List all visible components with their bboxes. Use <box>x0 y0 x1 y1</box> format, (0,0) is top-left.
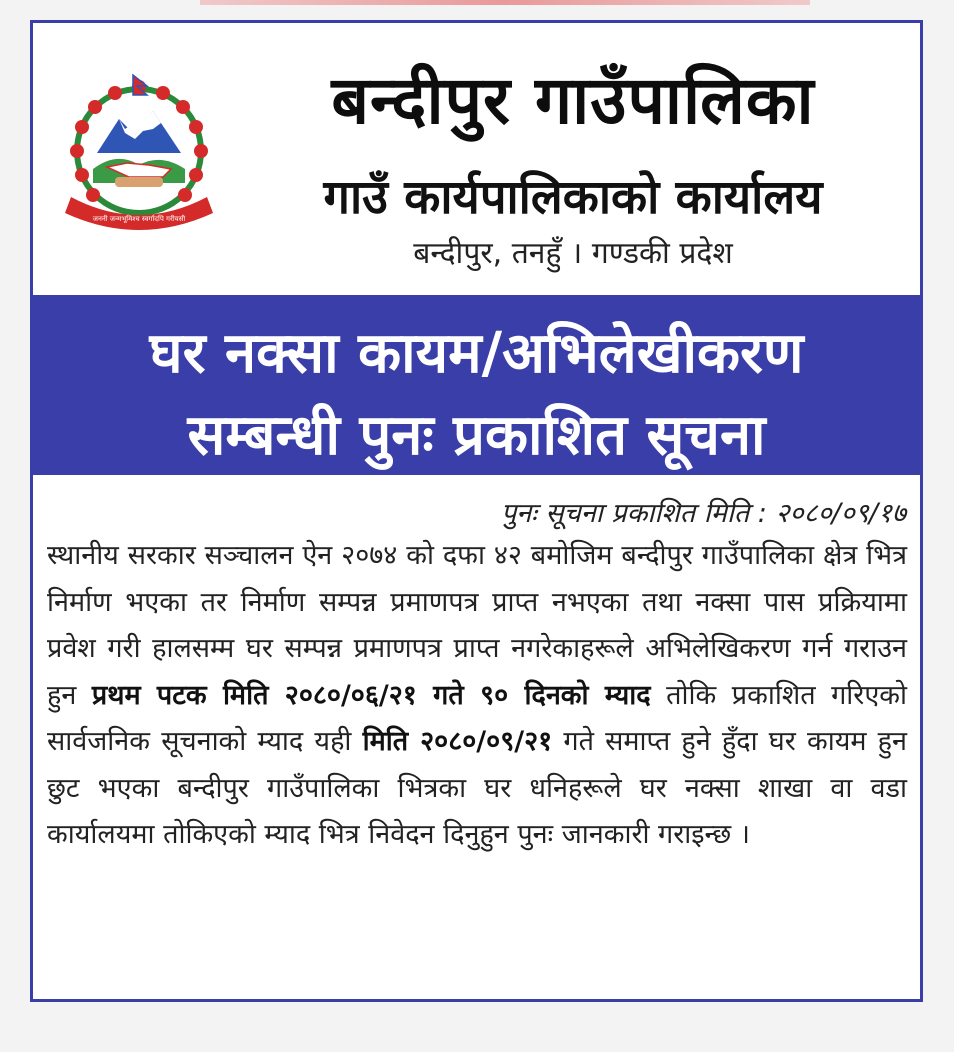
nepal-government-emblem-icon <box>57 73 221 237</box>
banner-line-2: सम्बन्धी पुनः प्रकाशित सूचना <box>187 403 766 468</box>
notice-body <box>47 533 907 859</box>
notice-header <box>33 23 920 298</box>
municipality-title: बन्दीपुर गाउँपालिका <box>331 62 815 139</box>
body-text-part-1: स्थानीय सरकार सञ्चालन ऐन २०७४ को दफा ४२ बमोजिम बन्दीपुर गाउँपालिका क्षेत्र भित्र निर्माण भएका तर निर्माण सम्पन्न प्रमाणपत्र प्राप्त नभएका तथा नक्सा पास प्रक्रियामा प्रवेश गरी हालसम्म घर सम्पन्न प्रमाणपत्र प्राप्त नगरेकाहरूले अभिलेखिकरण गर्न गराउन हुन <box>47 540 907 711</box>
first-deadline-highlight: प्रथम पटक मिति २०८०/०६/२१ गते ९० दिनको म्याद <box>91 679 651 711</box>
expiry-date-highlight: मिति २०८०/०९/२१ <box>362 726 553 757</box>
republished-date: पुनः सूचना प्रकाशित मिति : २०८०/०९/१७ <box>500 498 906 529</box>
body-text-part-2: तोकि प्रकाशित गरिएको सार्वजनिक सूचनाको म्याद यही <box>47 679 907 757</box>
office-address: बन्दीपुर, तनहुँ । गण्डकी प्रदेश <box>413 236 733 271</box>
banner-line-1: घर नक्सा कायम/अभिलेखीकरण <box>149 321 804 386</box>
public-notice <box>30 20 923 1002</box>
office-title: गाउँ कार्यपालिकाको कार्यालय <box>323 170 823 225</box>
emblem-motto: जननी जन्मभूमिश्च स्वर्गादपि गरीयसी <box>92 215 186 223</box>
top-decorative-rule <box>200 0 810 5</box>
body-text-part-3: गते समाप्त हुने हुँदा घर कायम हुन छुट भएका बन्दीपुर गाउँपालिका भित्रका घर धनिहरूले घर नक्सा शाखा वा वडा कार्यालयमा तोकिएको म्याद भित्र निवेदन दिनुहुन पुनः जानकारी गराइन्छ । <box>47 726 908 850</box>
notice-heading-banner <box>33 295 920 475</box>
